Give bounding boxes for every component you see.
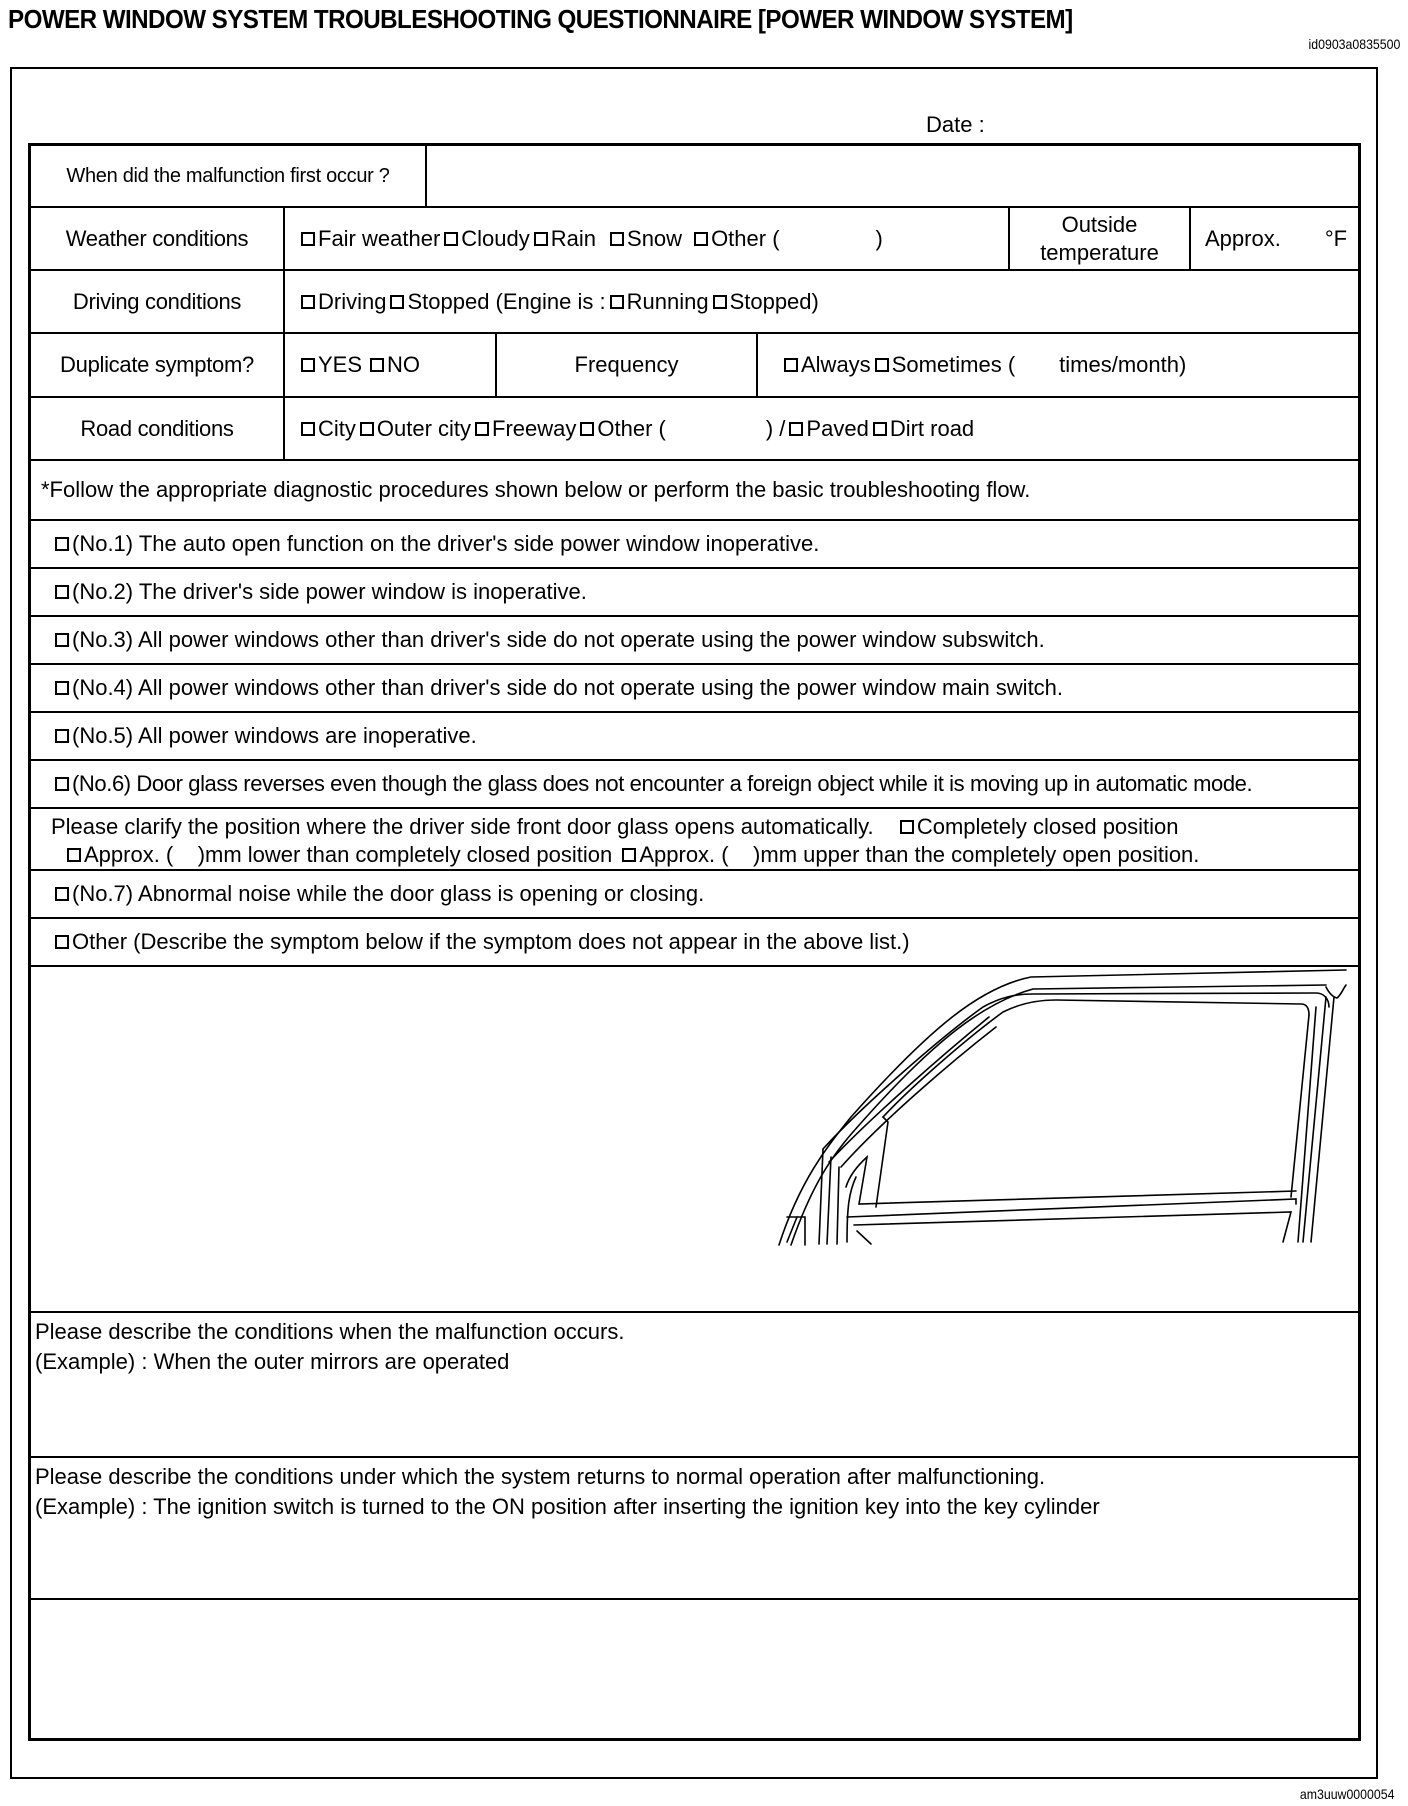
checkbox-icon[interactable] [370,358,384,372]
row-road [31,398,1358,461]
symptom-option-4[interactable]: (No.4) All power windows other than driver's side do not operate using the power window main switch. [51,675,1063,701]
symptom-row [31,919,1358,967]
instruction-text: *Follow the appropriate diagnostic procedures shown below or perform the basic troubleshooting flow. [41,477,1031,502]
duplicate-label: Duplicate symptom? [60,352,254,377]
normal-conditions-prompt: Please describe the conditions under which the system returns to normal operation after malfunctioning. [35,1464,1046,1489]
questionnaire-table [28,143,1361,1741]
road-label: Road conditions [80,415,234,441]
clarify-text: Please clarify the position where the driver side front door glass opens automatically. [51,814,874,839]
checkbox-icon[interactable] [875,358,889,372]
road-option-outer-city[interactable]: Outer city [356,416,471,442]
clarify-option-lower[interactable]: Approx. ( )mm lower than completely closed position [63,841,612,869]
engine-option-stopped[interactable]: Stopped) [709,289,819,315]
symptom-row [31,871,1358,919]
malfunction-conditions-example: (Example) : When the outer mirrors are operated [35,1349,510,1374]
checkbox-icon[interactable] [360,422,374,436]
symptom-row [31,569,1358,617]
symptom-option-2[interactable]: (No.2) The driver's side power window is inoperative. [51,579,587,605]
road-option-dirt[interactable]: Dirt road [869,416,974,442]
page-title: POWER WINDOW SYSTEM TROUBLESHOOTING QUESTIONNAIRE [POWER WINDOW SYSTEM] [8,4,1073,34]
symptom-option-1[interactable]: (No.1) The auto open function on the driver's side power window inoperative. [51,531,819,557]
approx-label: Approx. [1205,225,1281,251]
weather-option-fair[interactable]: Fair weather [297,226,440,252]
checkbox-icon[interactable] [900,820,914,834]
symptom-option-3[interactable]: (No.3) All power windows other than driver's side do not operate using the power window subswitch. [51,627,1045,653]
checkbox-icon[interactable] [55,777,69,791]
clarify-option-upper[interactable]: Approx. ( )mm upper than the completely open position. [618,841,1199,869]
weather-option-cloudy[interactable]: Cloudy [440,226,529,252]
checkbox-icon[interactable] [610,232,624,246]
road-option-paved[interactable]: Paved [785,416,868,442]
checkbox-icon[interactable] [67,848,81,862]
row-duplicate [31,334,1358,398]
symptom-row [31,713,1358,761]
checkbox-icon[interactable] [55,729,69,743]
weather-label: Weather conditions [65,225,249,251]
road-option-city[interactable]: City [297,416,356,442]
symptom-option-5[interactable]: (No.5) All power windows are inoperative. [51,723,477,749]
row-instruction [31,461,1358,521]
checkbox-icon[interactable] [713,295,727,309]
frequency-option-sometimes[interactable]: Sometimes ( [871,352,1015,378]
first-occur-field[interactable] [425,146,1358,206]
row-driving [31,271,1358,334]
frequency-option-always[interactable]: Always [780,352,871,378]
checkbox-icon[interactable] [873,422,887,436]
checkbox-icon[interactable] [610,295,624,309]
checkbox-icon[interactable] [55,681,69,695]
row-normal-conditions[interactable] [31,1458,1358,1600]
checkbox-icon[interactable] [534,232,548,246]
symptom-row [31,521,1358,569]
weather-option-snow[interactable]: Snow [606,226,682,252]
frequency-suffix: times/month) [1059,352,1187,377]
road-option-freeway[interactable]: Freeway [471,416,576,442]
duplicate-option-no[interactable]: NO [366,352,420,378]
date-label: Date : [926,112,985,137]
weather-option-rain[interactable]: Rain [530,226,596,252]
symptom-option-7[interactable]: (No.7) Abnormal noise while the door glass is opening or closing. [51,881,704,907]
checkbox-icon[interactable] [55,537,69,551]
checkbox-icon[interactable] [301,295,315,309]
weather-options [283,208,1008,269]
symptom-option-6[interactable]: (No.6) Door glass reverses even though the glass does not encounter a foreign object while it is moving up in automatic mode. [51,771,1252,797]
checkbox-icon[interactable] [301,422,315,436]
door-window-diagram-icon [771,967,1371,1307]
checkbox-icon[interactable] [444,232,458,246]
weather-other-close: ) [875,225,883,251]
outside-temp-label-2: temperature [1040,239,1159,265]
checkbox-icon[interactable] [55,935,69,949]
row-first-occur [31,146,1358,208]
figure-id: am3uuw0000054 [1299,1786,1394,1802]
temp-unit: °F [1324,225,1348,251]
row-malfunction-conditions[interactable] [31,1313,1358,1458]
checkbox-icon[interactable] [580,422,594,436]
checkbox-icon[interactable] [694,232,708,246]
notes-area[interactable] [31,1600,1358,1738]
first-occur-label: When did the malfunction first occur ? [66,164,390,187]
checkbox-icon[interactable] [475,422,489,436]
document-id: id0903a0835500 [1308,36,1400,52]
checkbox-icon[interactable] [55,887,69,901]
engine-option-running[interactable]: Running [606,289,709,315]
checkbox-icon[interactable] [789,422,803,436]
duplicate-option-yes[interactable]: YES [297,352,362,378]
symptom-option-other[interactable]: Other (Describe the symptom below if the symptom does not appear in the above list.) [51,929,910,955]
outside-temp-label-1: Outside [1061,211,1138,237]
driving-option-stopped[interactable]: Stopped (Engine is : [386,289,605,315]
driving-label: Driving conditions [72,288,242,314]
normal-conditions-example: (Example) : The ignition switch is turned to the ON position after inserting the ignition key into the key cylinder [35,1494,1100,1519]
road-separator: ) / [765,415,786,441]
frequency-label: Frequency [574,352,679,377]
driving-option-driving[interactable]: Driving [297,289,386,315]
outside-temp-field[interactable] [1189,208,1358,269]
malfunction-conditions-prompt: Please describe the conditions when the malfunction occurs. [35,1319,625,1344]
row-weather [31,208,1358,271]
checkbox-icon[interactable] [301,232,315,246]
symptom-row [31,617,1358,665]
weather-option-other[interactable]: Other ( [690,226,779,252]
row-clarify [31,809,1358,871]
road-option-other[interactable]: Other ( [576,416,665,442]
checkbox-icon[interactable] [622,848,636,862]
row-illustration[interactable] [31,967,1358,1313]
clarify-option-closed[interactable]: Completely closed position [896,813,1179,841]
symptom-row [31,761,1358,809]
checkbox-icon[interactable] [301,358,315,372]
checkbox-icon[interactable] [390,295,404,309]
checkbox-icon[interactable] [784,358,798,372]
symptom-row [31,665,1358,713]
checkbox-icon[interactable] [55,585,69,599]
checkbox-icon[interactable] [55,633,69,647]
